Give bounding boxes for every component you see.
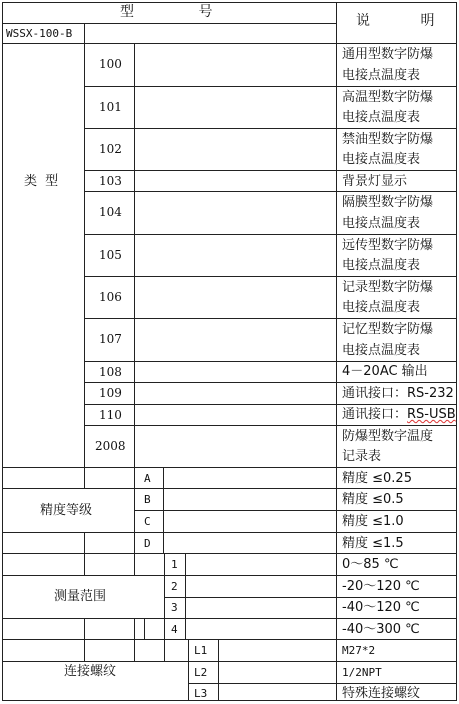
range-stub	[134, 618, 135, 640]
accuracy-row-sep	[134, 510, 457, 511]
accuracy-code: D	[144, 537, 151, 550]
thread-desc: 特殊连接螺纹	[342, 686, 421, 701]
accuracy-row-sep	[134, 532, 457, 533]
type-desc-line: 通讯接口：RS-232	[342, 386, 454, 401]
type-desc-line: 禁油型数字防爆	[342, 132, 434, 147]
accuracy-code: C	[144, 515, 151, 528]
type-code: 103	[99, 174, 122, 188]
type-desc-line: 电接点温度表	[342, 216, 421, 231]
type-desc-line: 远传型数字防爆	[342, 238, 434, 253]
accuracy-code: B	[144, 493, 151, 506]
thread-code: L2	[194, 666, 208, 679]
type-code: 109	[99, 386, 122, 400]
range-desc: -40～120 ℃	[342, 600, 420, 615]
type-code: 107	[99, 332, 122, 346]
range-desc: 0～85 ℃	[342, 557, 399, 572]
accuracy-desc: 精度 ≤0.5	[342, 492, 404, 507]
accuracy-desc: 精度 ≤1.5	[342, 536, 404, 551]
range-stub	[84, 553, 85, 576]
accuracy-desc: 精度 ≤1.0	[342, 514, 404, 529]
type-code: 104	[99, 205, 122, 219]
thread-stub	[84, 639, 85, 662]
thread-col-1	[188, 639, 189, 701]
accuracy-label-sep	[2, 488, 136, 489]
thread-desc: M27*2	[342, 644, 376, 657]
range-code: 4	[171, 623, 178, 636]
type-code: 102	[99, 142, 122, 156]
accuracy-stub	[84, 532, 85, 554]
range-desc: -20～120 ℃	[342, 579, 420, 594]
accuracy-code: A	[144, 472, 151, 485]
type-desc-prefix: 通讯接口：	[342, 407, 408, 422]
type-desc-line: 电接点温度表	[342, 300, 421, 315]
type-desc-line: 通用型数字防爆	[342, 47, 434, 62]
type-desc-line: 隔膜型数字防爆	[342, 195, 434, 210]
accuracy-desc: 精度 ≤0.25	[342, 471, 412, 486]
type-code: 105	[99, 248, 122, 262]
thread-col-2	[218, 639, 219, 701]
type-code: 108	[99, 365, 122, 379]
thread-section-label: 连接螺纹	[64, 664, 117, 679]
model-header: 型 号	[120, 4, 213, 20]
type-desc-line: 防爆型数字温度	[342, 429, 434, 444]
type-code: 110	[99, 408, 122, 422]
thread-code: L3	[194, 687, 208, 700]
table-border-top	[2, 2, 457, 3]
type-desc-line: 电接点温度表	[342, 343, 421, 358]
range-desc: -40～300 ℃	[342, 622, 420, 637]
type-code: 100	[99, 57, 122, 71]
type-desc-line: 电接点温度表	[342, 68, 421, 83]
accuracy-label-sep	[2, 532, 136, 533]
type-code: 101	[99, 100, 122, 114]
type-desc-line: 4－20AC 输出	[342, 364, 428, 379]
accuracy-section-label: 精度等级	[40, 503, 93, 518]
range-stub	[134, 553, 135, 576]
type-desc-suffix: RS-USB	[407, 407, 456, 422]
range-code: 3	[171, 601, 178, 614]
description-header: 说 明	[356, 13, 435, 29]
type-desc-line: 背景灯显示	[342, 174, 408, 189]
type-desc-line: 记录型数字防爆	[342, 280, 434, 295]
type-desc-line: 记录表	[342, 449, 382, 464]
type-desc-line: 高温型数字防爆	[342, 90, 434, 105]
thread-stub	[134, 639, 135, 662]
table-border-left	[2, 2, 3, 701]
thread-code: L1	[194, 644, 208, 657]
range-code: 1	[171, 558, 178, 571]
range-stub	[84, 618, 85, 640]
range-code: 2	[171, 580, 178, 593]
type-code: 2008	[95, 439, 126, 453]
type-code: 106	[99, 290, 122, 304]
type-desc-line: 记忆型数字防爆	[342, 322, 434, 337]
thread-stub	[164, 639, 165, 662]
range-section-label: 测量范围	[54, 589, 107, 604]
thread-desc: 1/2NPT	[342, 666, 382, 679]
type-desc-line: 电接点温度表	[342, 258, 421, 273]
thread-row-sep	[188, 661, 457, 662]
type-section-label: 类 型	[24, 174, 59, 189]
type-desc-line: 电接点温度表	[342, 152, 421, 167]
accuracy-stub	[84, 467, 85, 489]
type-desc-line: 电接点温度表	[342, 110, 421, 125]
model-code-divider	[84, 23, 85, 44]
type-desc-line	[342, 404, 456, 425]
range-stub	[144, 618, 145, 640]
model-code: WSSX-100-B	[6, 27, 73, 40]
